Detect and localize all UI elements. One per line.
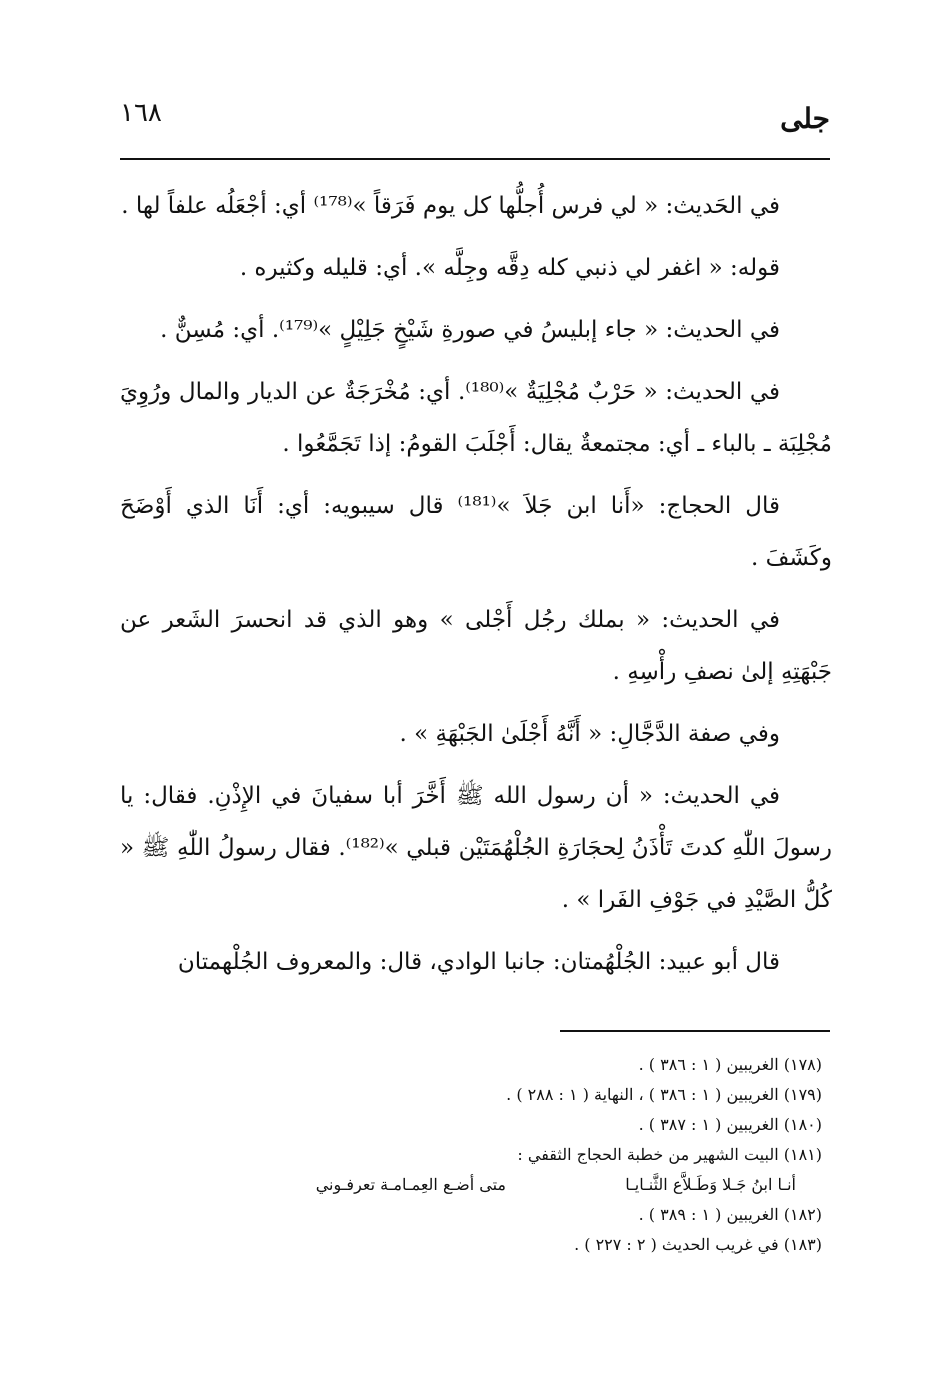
footnote: (١٨٢) الغريبين ( ١ : ٣٨٩ ) . <box>638 1205 822 1224</box>
verse-second-hemistich: متى أضـع العِمـامـة تعرفـوني <box>315 1175 506 1194</box>
paragraph: في الحديث: « جاء إبليسُ في صورةِ شَيْخٍ جَلِيْلٍ »⁽¹⁷⁹⁾. أي: مُسِنٌّ . <box>160 317 780 343</box>
footnote: (١٧٩) الغريبين ( ١ : ٣٨٦ ) ، النهاية ( ١ : ٢٨٨ ) . <box>506 1085 822 1104</box>
verse-first-hemistich: أنـا ابنُ جَـلا وَطَـلاَّع الثَّنـايـا <box>625 1175 796 1194</box>
paragraph: في الحديث: « حَرْبٌ مُجْلِيَةٌ »⁽¹⁸⁰⁾. أي: مُخْرَجَةٌ عن الديار والمال ورُوِيَ مُجْلِبَة ـ بالباء ـ أي: مجتمعةٌ يقال: أَجْلَبَ القومُ: إذا تَجَمَّعُوا . <box>120 379 832 457</box>
header-rule <box>120 158 830 160</box>
footnote: (١٧٨) الغريبين ( ١ : ٣٨٦ ) . <box>638 1055 822 1074</box>
paragraph: في الحَديث: « لي فرس أُجلُّها كل يوم فَرَقاً »⁽¹⁷⁸⁾ أي: أجْعَلُه علفاً لها . <box>121 193 780 219</box>
running-head: جلى <box>780 102 830 135</box>
footnote: (١٨١) البيت الشهير من خطبة الحجاج الثقفي : <box>517 1145 822 1164</box>
paragraph: في الحديث: « أن رسول الله ﷺ أَخَّرَ أبا سفيانَ في الإِذْنِ. فقال: يا رسولَ اللّٰهِ كدتَ تَأْذَنُ لِحجَارَةِ الجُلْهُمَتَيْن قبلي »⁽¹⁸²⁾. فقال رسولُ اللّٰهِ ﷺ « كُلُّ الصَّيْدِ في جَوْفِ الفَرا » . <box>120 783 832 913</box>
footnote-rule <box>560 1030 830 1032</box>
paragraph: وفي صفة الدَّجَّالِ: « أَنَّهُ أَجْلَىٰ الجَبْهَةِ » . <box>399 721 780 747</box>
page-number: ١٦٨ <box>120 98 162 128</box>
footnote: (١٨٣) في غريب الحديث ( ٢ : ٢٢٧ ) . <box>574 1235 822 1254</box>
poem-verse <box>120 1170 832 1200</box>
footnote: (١٨٠) الغريبين ( ١ : ٣٨٧ ) . <box>638 1115 822 1134</box>
page-header <box>120 98 830 148</box>
paragraph: قوله: « اغفر لي ذنبي كله دِقَّه وجِلَّه ». أي: قليله وكثيره . <box>239 255 780 281</box>
paragraph: قال أبو عبيد: الجُلْهُمتان: جانبا الوادي، قال: والمعروف الجُلْهمتان <box>177 949 780 975</box>
paragraph: في الحديث: « بملك رجُل أَجْلى » وهو الذي قد انحسرَ الشَعر عن جَبْهَتِهِ إلىٰ نصفِ رأْسِهِ . <box>120 607 832 685</box>
footnotes <box>120 1050 832 1260</box>
main-text <box>120 180 832 988</box>
paragraph: قال الحجاج: «أَنا ابن جَلاَ »⁽¹⁸¹⁾ قال سيبويه: أي: أَنَا الذي أَوْضَحَ وكَشَفَ . <box>120 493 832 571</box>
